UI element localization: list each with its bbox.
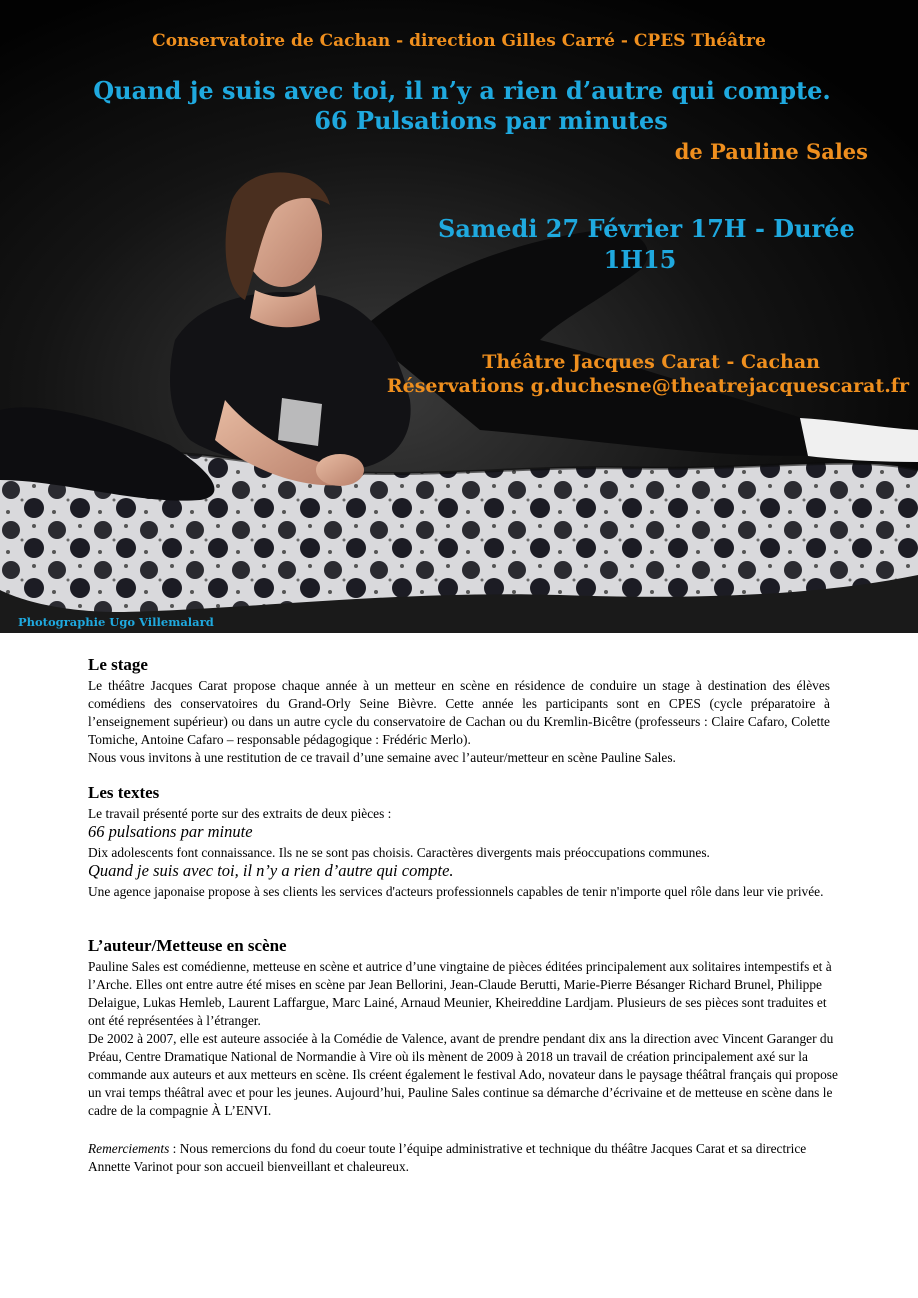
poster-header	[0, 0, 918, 633]
play-title-line-2: 66 Pulsations par minutes	[314, 106, 668, 135]
author-paragraph-2: De 2002 à 2007, elle est auteure associée à la Comédie de Valence, avant de prendre pendant dix ans la direction avec Vincent Garanger du Préau, Centre Dramatique National de Normandie à Vire où ils mènent de 2009 à 2018 un travail de création principalement axé sur la commande aux auteurs et aux metteurs en scène. Ils créent également le festival Ado, novateur dans le paysage théâtral français qui propose un vrai temps théâtral avec et pour les jeunes. Aujourd’hui, Pauline Sales continue sa démarche d’écrivaine et de metteuse en scène dans le cadre de la compagnie À L’ENVI.	[88, 1031, 838, 1119]
play2-description: Une agence japonaise propose à ses clients les services d'acteurs professionnels capables de tenir n'importe quel rôle dans leur vie privée.	[88, 884, 824, 899]
conservatoire-line: Conservatoire de Cachan - direction Gilles Carré - CPES Théâtre	[152, 31, 766, 51]
texts-intro: Le travail présenté porte sur des extraits de deux pièces :	[88, 806, 392, 821]
author-paragraph-1: Pauline Sales est comédienne, metteuse en scène et autrice d’une vingtaine de pièces éditées principalement aux solitaires intempestifs et à l’Arche. Elles ont entre autre été mises en scène par Jean Bellorini, Jean-Claude Berutti, Marie-Pierre Bésanger Richard Brunel, Philippe Delaigue, Lukas Hemleb, Laurent Laffargue, Marc Lainé, Arnaud Meunier, Kheireddine Lardjam. Plusieurs de ses pièces sont traduites et ont été représentées à l’étranger.	[88, 959, 832, 1029]
thanks-label: Remerciements	[88, 1141, 170, 1156]
play1-title: 66 pulsations par minute	[88, 822, 253, 841]
play1-description: Dix adolescents font connaissance. Ils ne se sont pas choisis. Caractères divergents mais préoccupations communes.	[88, 845, 710, 860]
thanks-paragraph	[88, 1140, 838, 1176]
stage-paragraph: Le théâtre Jacques Carat propose chaque année à un metteur en scène en résidence de conduire un stage à destination des élèves comédiens des conservatoires du Grand-Orly Seine Bièvre. Cette année les participants sont en CPES (cycle préparatoire à l’enseignement supérieur) ou dans un autre cycle du conservatoire de Cachan ou du Kremlin-Bicêtre (professeurs : Claire Cafaro, Colette Tomiche, Antoine Cafaro – responsable pédagogique : Frédéric Merlo).	[88, 678, 830, 748]
stage-invitation: Nous vous invitons à une restitution de ce travail d’une semaine avec l’auteur/metteur en scène Pauline Sales.	[88, 750, 676, 765]
play-title-line-1: Quand je suis avec toi, il n’y a rien d’autre qui compte.	[93, 76, 831, 105]
author-heading: L’auteur/Metteuse en scène	[88, 936, 287, 955]
photo-credit: Photographie Ugo Villemalard	[18, 615, 214, 629]
reservations-line: Réservations g.duchesne@theatrejacquescarat.fr	[386, 375, 909, 397]
date-line-2: 1H15	[603, 245, 677, 274]
texts-heading: Les textes	[88, 783, 160, 802]
venue-line: Théâtre Jacques Carat - Cachan	[482, 351, 820, 373]
author-line: de Pauline Sales	[674, 139, 868, 164]
date-line-1: Samedi 27 Février 17H - Durée	[438, 214, 855, 243]
stage-heading: Le stage	[88, 655, 148, 674]
play2-title: Quand je suis avec toi, il n’y a rien d’autre qui compte.	[88, 861, 454, 880]
thanks-text: : Nous remercions du fond du coeur toute l’équipe administrative et technique du théâtre Jacques Carat et sa directrice Annette Varinot pour son accueil bienveillant et chaleureux.	[88, 1141, 807, 1175]
